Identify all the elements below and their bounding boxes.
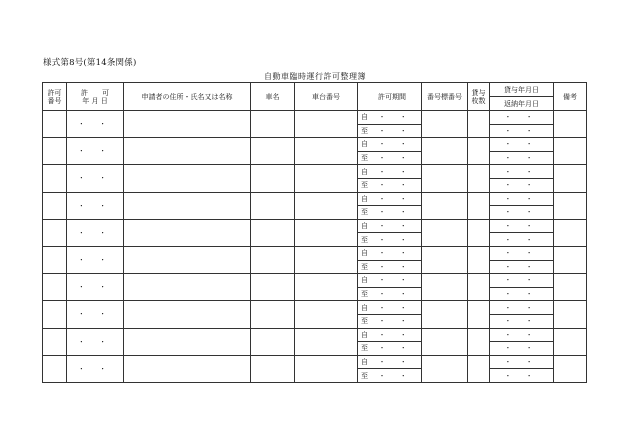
period-to-label: 至 (361, 208, 368, 217)
lend-count-cell[interactable] (468, 192, 490, 219)
lend-date-dots: ・ ・ (504, 222, 539, 231)
applicant-cell[interactable] (124, 301, 251, 328)
period-from-label: 自 (361, 303, 368, 312)
return-date-dots: ・ ・ (504, 290, 539, 299)
permit-date-dots: ・ ・ (77, 310, 113, 319)
applicant-cell[interactable] (124, 219, 251, 246)
lend-date-cell[interactable] (490, 138, 554, 152)
lend-date-dots: ・ ・ (504, 249, 539, 258)
applicant-cell[interactable] (124, 165, 251, 192)
period-from-cell[interactable] (358, 138, 422, 152)
period-to-label: 至 (361, 235, 368, 244)
period-to-dots: ・ ・ (378, 262, 413, 271)
remarks-cell[interactable] (554, 219, 587, 246)
period-from-cell[interactable] (358, 192, 422, 206)
chassis-number-cell[interactable] (295, 219, 358, 246)
period-to-dots: ・ ・ (378, 126, 413, 135)
period-from-label: 自 (361, 194, 368, 203)
permit-date-dots: ・ ・ (77, 120, 113, 129)
period-to-cell[interactable] (358, 314, 422, 328)
lend-date-dots: ・ ・ (504, 357, 539, 366)
return-date-dots: ・ ・ (504, 235, 539, 244)
lend-date-cell[interactable] (490, 192, 554, 206)
period-from-cell[interactable] (358, 165, 422, 179)
lend-date-cell[interactable] (490, 165, 554, 179)
period-to-cell[interactable] (358, 287, 422, 301)
permit-date-dots: ・ ・ (77, 228, 113, 237)
plate-number-cell[interactable] (422, 219, 468, 246)
table-row (43, 355, 587, 369)
period-from-dots: ・ ・ (378, 140, 413, 149)
chassis-number-cell[interactable] (295, 301, 358, 328)
period-from-dots: ・ ・ (378, 276, 413, 285)
header-permit-date-line2: 年 月 日 (82, 96, 108, 105)
applicant-cell[interactable] (124, 328, 251, 355)
table-row (43, 246, 587, 260)
period-to-dots: ・ ・ (378, 154, 413, 163)
form-number-label: 様式第8号(第14条関係) (43, 58, 137, 68)
plate-number-cell[interactable] (422, 138, 468, 165)
chassis-number-cell[interactable] (295, 246, 358, 273)
chassis-number-cell[interactable] (295, 165, 358, 192)
period-from-label: 自 (361, 113, 368, 122)
permit-date-dots: ・ ・ (77, 283, 113, 292)
period-to-dots: ・ ・ (378, 181, 413, 190)
period-to-cell[interactable] (358, 178, 422, 192)
vehicle-name-cell[interactable] (251, 274, 295, 301)
remarks-cell[interactable] (554, 138, 587, 165)
lend-date-cell[interactable] (490, 301, 554, 315)
period-from-cell[interactable] (358, 301, 422, 315)
return-date-cell[interactable] (490, 178, 554, 192)
header-plate-number: 番号標番号 (422, 83, 468, 111)
register-body (43, 111, 587, 383)
header-permit-number (43, 83, 67, 111)
return-date-dots: ・ ・ (504, 154, 539, 163)
period-from-dots: ・ ・ (378, 249, 413, 258)
return-date-dots: ・ ・ (504, 371, 539, 380)
applicant-cell[interactable] (124, 111, 251, 138)
header-lend-count-line2: 枚数 (471, 96, 486, 105)
period-from-dots: ・ ・ (378, 303, 413, 312)
header-lend-count (468, 83, 490, 111)
vehicle-name-cell[interactable] (251, 111, 295, 138)
permit-date-cell[interactable] (67, 274, 124, 301)
lend-count-cell[interactable] (468, 301, 490, 328)
period-to-dots: ・ ・ (378, 208, 413, 217)
period-to-dots: ・ ・ (378, 371, 413, 380)
lend-count-cell[interactable] (468, 246, 490, 273)
lend-date-cell[interactable] (490, 355, 554, 369)
plate-number-cell[interactable] (422, 111, 468, 138)
permit-date-cell[interactable] (67, 165, 124, 192)
chassis-number-cell[interactable] (295, 138, 358, 165)
period-to-label: 至 (361, 371, 368, 380)
remarks-cell[interactable] (554, 192, 587, 219)
period-from-label: 自 (361, 330, 368, 339)
header-vehicle-name: 車名 (251, 83, 295, 111)
permit-number-cell[interactable] (43, 111, 67, 138)
period-to-cell[interactable] (358, 206, 422, 220)
permit-date-dots: ・ ・ (77, 337, 113, 346)
table-row (43, 165, 587, 179)
permit-number-cell[interactable] (43, 138, 67, 165)
permit-date-cell[interactable] (67, 111, 124, 138)
permit-date-dots: ・ ・ (77, 174, 113, 183)
period-to-cell[interactable] (358, 233, 422, 247)
period-from-label: 自 (361, 249, 368, 258)
header-chassis-number: 車台番号 (295, 83, 358, 111)
period-from-label: 自 (361, 222, 368, 231)
permit-register-table (42, 82, 587, 383)
remarks-cell[interactable] (554, 246, 587, 273)
header-permit-number-line1: 許可 (47, 88, 62, 97)
permit-number-cell[interactable] (43, 301, 67, 328)
lend-date-cell[interactable] (490, 328, 554, 342)
chassis-number-cell[interactable] (295, 111, 358, 138)
lend-count-cell[interactable] (468, 165, 490, 192)
return-date-dots: ・ ・ (504, 208, 539, 217)
period-to-dots: ・ ・ (378, 317, 413, 326)
table-row (43, 111, 587, 125)
lend-date-dots: ・ ・ (504, 140, 539, 149)
header-permit-number-line2: 番号 (47, 96, 62, 105)
remarks-cell[interactable] (554, 328, 587, 355)
table-row (43, 328, 587, 342)
lend-date-dots: ・ ・ (504, 303, 539, 312)
vehicle-name-cell[interactable] (251, 219, 295, 246)
permit-date-dots: ・ ・ (77, 364, 113, 373)
return-date-cell[interactable] (490, 314, 554, 328)
vehicle-name-cell[interactable] (251, 328, 295, 355)
period-from-dots: ・ ・ (378, 357, 413, 366)
permit-number-cell[interactable] (43, 355, 67, 382)
applicant-cell[interactable] (124, 274, 251, 301)
return-date-dots: ・ ・ (504, 181, 539, 190)
period-from-cell[interactable] (358, 219, 422, 233)
remarks-cell[interactable] (554, 111, 587, 138)
return-date-cell[interactable] (490, 206, 554, 220)
vehicle-name-cell[interactable] (251, 246, 295, 273)
period-to-dots: ・ ・ (378, 344, 413, 353)
permit-date-dots: ・ ・ (77, 147, 113, 156)
period-from-label: 自 (361, 357, 368, 366)
period-from-label: 自 (361, 167, 368, 176)
permit-date-cell[interactable] (67, 219, 124, 246)
period-to-label: 至 (361, 181, 368, 190)
permit-date-cell[interactable] (67, 355, 124, 382)
chassis-number-cell[interactable] (295, 328, 358, 355)
header-remarks: 備考 (554, 83, 587, 111)
table-row (43, 274, 587, 288)
document-title: 自動車臨時運行許可整理簿 (264, 72, 366, 81)
permit-number-cell[interactable] (43, 274, 67, 301)
applicant-cell[interactable] (124, 246, 251, 273)
return-date-cell[interactable] (490, 124, 554, 138)
period-from-label: 自 (361, 276, 368, 285)
period-to-cell[interactable] (358, 124, 422, 138)
plate-number-cell[interactable] (422, 246, 468, 273)
period-to-label: 至 (361, 126, 368, 135)
applicant-cell[interactable] (124, 355, 251, 382)
lend-date-dots: ・ ・ (504, 167, 539, 176)
chassis-number-cell[interactable] (295, 274, 358, 301)
period-to-label: 至 (361, 317, 368, 326)
lend-count-cell[interactable] (468, 274, 490, 301)
header-permit-date-line1: 許 可 (81, 88, 109, 97)
lend-count-cell[interactable] (468, 328, 490, 355)
return-date-dots: ・ ・ (504, 344, 539, 353)
lend-date-dots: ・ ・ (504, 276, 539, 285)
period-from-cell[interactable] (358, 328, 422, 342)
period-to-dots: ・ ・ (378, 235, 413, 244)
vehicle-name-cell[interactable] (251, 192, 295, 219)
header-applicant: 申請者の住所・氏名又は名称 (124, 83, 251, 111)
period-to-cell[interactable] (358, 369, 422, 383)
lend-date-cell[interactable] (490, 111, 554, 125)
period-from-dots: ・ ・ (378, 167, 413, 176)
period-from-cell[interactable] (358, 355, 422, 369)
return-date-cell[interactable] (490, 151, 554, 165)
permit-date-dots: ・ ・ (77, 256, 113, 265)
header-permit-date (67, 83, 124, 111)
period-from-cell[interactable] (358, 246, 422, 260)
plate-number-cell[interactable] (422, 328, 468, 355)
period-from-cell[interactable] (358, 111, 422, 125)
lend-date-dots: ・ ・ (504, 194, 539, 203)
return-date-dots: ・ ・ (504, 126, 539, 135)
return-date-cell[interactable] (490, 369, 554, 383)
lend-count-cell[interactable] (468, 355, 490, 382)
period-from-dots: ・ ・ (378, 222, 413, 231)
period-to-cell[interactable] (358, 342, 422, 356)
period-to-label: 至 (361, 344, 368, 353)
lend-count-cell[interactable] (468, 138, 490, 165)
plate-number-cell[interactable] (422, 355, 468, 382)
applicant-cell[interactable] (124, 138, 251, 165)
return-date-cell[interactable] (490, 342, 554, 356)
period-to-label: 至 (361, 154, 368, 163)
vehicle-name-cell[interactable] (251, 165, 295, 192)
lend-date-dots: ・ ・ (504, 113, 539, 122)
lend-date-cell[interactable] (490, 246, 554, 260)
plate-number-cell[interactable] (422, 165, 468, 192)
permit-number-cell[interactable] (43, 192, 67, 219)
return-date-cell[interactable] (490, 287, 554, 301)
lend-date-cell[interactable] (490, 274, 554, 288)
period-to-cell[interactable] (358, 260, 422, 274)
table-row (43, 192, 587, 206)
permit-number-cell[interactable] (43, 246, 67, 273)
permit-date-cell[interactable] (67, 328, 124, 355)
table-row (43, 301, 587, 315)
period-from-dots: ・ ・ (378, 330, 413, 339)
return-date-cell[interactable] (490, 260, 554, 274)
header-permit-period: 許可期間 (358, 83, 422, 111)
plate-number-cell[interactable] (422, 274, 468, 301)
lend-date-cell[interactable] (490, 219, 554, 233)
remarks-cell[interactable] (554, 301, 587, 328)
permit-number-cell[interactable] (43, 219, 67, 246)
permit-number-cell[interactable] (43, 165, 67, 192)
period-to-cell[interactable] (358, 151, 422, 165)
permit-date-cell[interactable] (67, 246, 124, 273)
permit-date-cell[interactable] (67, 192, 124, 219)
permit-date-cell[interactable] (67, 301, 124, 328)
return-date-dots: ・ ・ (504, 262, 539, 271)
table-row (43, 138, 587, 152)
remarks-cell[interactable] (554, 165, 587, 192)
plate-number-cell[interactable] (422, 192, 468, 219)
period-to-label: 至 (361, 262, 368, 271)
lend-date-dots: ・ ・ (504, 330, 539, 339)
chassis-number-cell[interactable] (295, 355, 358, 382)
return-date-cell[interactable] (490, 233, 554, 247)
period-to-dots: ・ ・ (378, 290, 413, 299)
period-from-dots: ・ ・ (378, 113, 413, 122)
period-to-label: 至 (361, 290, 368, 299)
header-lend-date: 貸与年月日 (490, 83, 554, 97)
vehicle-name-cell[interactable] (251, 355, 295, 382)
lend-count-cell[interactable] (468, 219, 490, 246)
period-from-dots: ・ ・ (378, 194, 413, 203)
lend-count-cell[interactable] (468, 111, 490, 138)
table-row (43, 219, 587, 233)
vehicle-name-cell[interactable] (251, 138, 295, 165)
remarks-cell[interactable] (554, 274, 587, 301)
chassis-number-cell[interactable] (295, 192, 358, 219)
header-lend-count-line1: 貸与 (471, 88, 486, 97)
permit-date-cell[interactable] (67, 138, 124, 165)
remarks-cell[interactable] (554, 355, 587, 382)
plate-number-cell[interactable] (422, 301, 468, 328)
period-from-label: 自 (361, 140, 368, 149)
applicant-cell[interactable] (124, 192, 251, 219)
permit-number-cell[interactable] (43, 328, 67, 355)
period-from-cell[interactable] (358, 274, 422, 288)
header-return-date: 返納年月日 (490, 97, 554, 111)
vehicle-name-cell[interactable] (251, 301, 295, 328)
return-date-dots: ・ ・ (504, 317, 539, 326)
permit-date-dots: ・ ・ (77, 201, 113, 210)
